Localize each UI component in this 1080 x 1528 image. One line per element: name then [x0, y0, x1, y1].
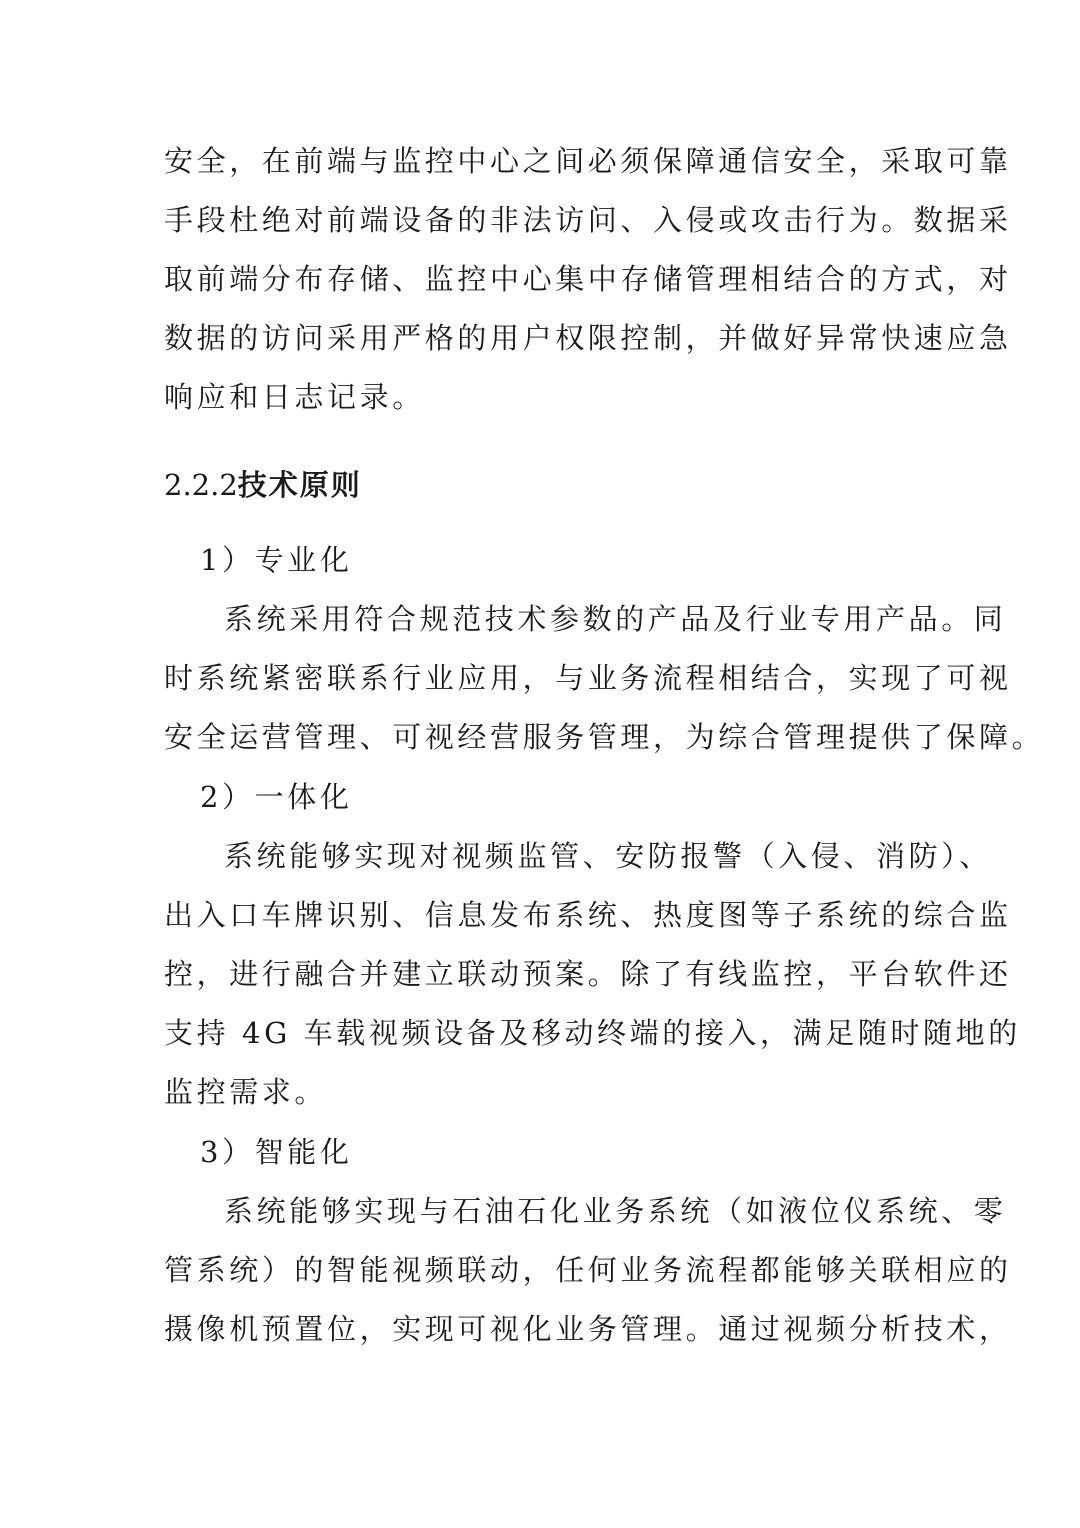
paragraph-line: 监控需求。	[164, 1075, 328, 1109]
paragraph-line: 取前端分布存储、监控中心集中存储管理相结合的方式，对	[164, 262, 1012, 296]
section-title: 技术原则	[237, 468, 362, 502]
paragraph-line: 响应和日志记录。	[164, 380, 425, 414]
section-heading	[164, 465, 920, 505]
paragraph-line: 管系统）的智能视频联动，任何业务流程都能够关联相应的	[164, 1253, 1012, 1287]
paragraph-line: 时系统紧密联系行业应用，与业务流程相结合，实现了可视	[164, 661, 1012, 695]
paragraph-line: 数据的访问采用严格的用户权限控制，并做好异常快速应急	[164, 321, 1012, 355]
item-heading: 3）智能化	[200, 1135, 353, 1169]
paragraph-line: 支持 4G 车载视频设备及移动终端的接入，满足随时随地的	[164, 1016, 1021, 1050]
paragraph-line: 系统采用符合规范技术参数的产品及行业专用产品。同	[224, 602, 1007, 636]
item-heading: 1）专业化	[200, 543, 353, 577]
paragraph-line: 控，进行融合并建立联动预案。除了有线监控，平台软件还	[164, 957, 1012, 991]
item-heading: 2）一体化	[200, 780, 353, 814]
paragraph-line: 安全运营管理、可视经营服务管理，为综合管理提供了保障。	[164, 720, 1045, 754]
paragraph-line: 出入口车牌识别、信息发布系统、热度图等子系统的综合监	[164, 898, 1012, 932]
section-number: 2.2.2	[164, 468, 238, 502]
paragraph-line: 手段杜绝对前端设备的非法访问、入侵或攻击行为。数据采	[164, 203, 1012, 237]
paragraph-line: 安全，在前端与监控中心之间必须保障通信安全，采取可靠	[164, 144, 1012, 178]
paragraph-line: 摄像机预置位，实现可视化业务管理。通过视频分析技术，	[164, 1312, 1012, 1346]
paragraph-line: 系统能够实现对视频监管、安防报警（入侵、消防）、	[224, 839, 992, 873]
paragraph-line: 系统能够实现与石油石化业务系统（如液位仪系统、零	[224, 1194, 1007, 1228]
